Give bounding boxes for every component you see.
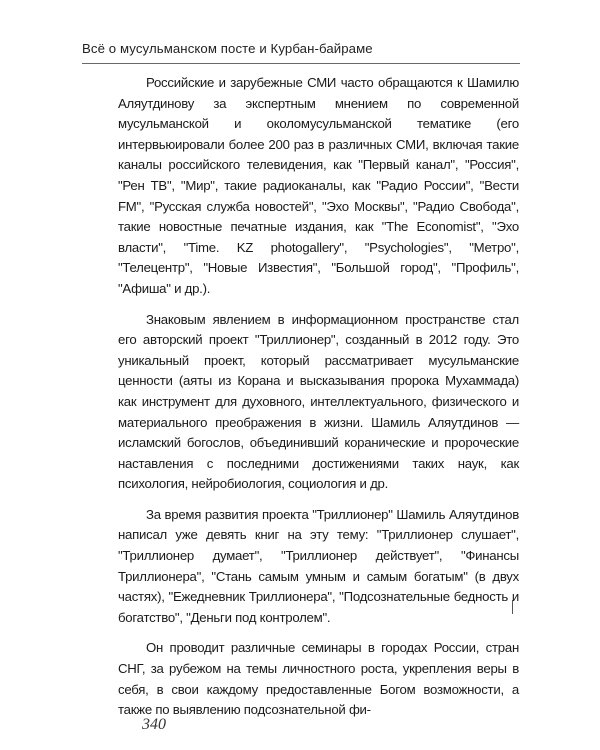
paragraph-media-experience: Российские и зарубежные СМИ часто обращаются к Шамилю Аляутдинову за экспертным мнением по современной мусульманской и околомусульманской тематике (его интервьюировали более 200 раз в различных СМИ, включая такие каналы российского телевидения, как "Первый канал", "Россия", "Рен ТВ", "Мир", такие радиоканалы, как "Радио России", "Вести FM", "Русская служба новостей", "Эхо Москвы", "Радио Свобода", такие новостные печатные издания, как "The Economist", "Эхо власти", "Time. KZ photogallery", "Psychologies", "Метро", "Телецентр", "Новые Известия", "Большой город", "Профиль", "Афиша" и др.). <box>118 75 519 296</box>
body-text <box>118 73 519 721</box>
page-edge-mark <box>512 600 517 614</box>
header-divider <box>82 63 520 64</box>
paragraph-seminars: Он проводит различные семинары в городах России, стран СНГ, за рубежом на темы личностного роста, укрепления веры в себя, в свои каждому предоставленные Богом возможности, а также по выявлению подсознательной фи- <box>118 640 519 718</box>
paragraph-books-list: За время развития проекта "Триллионер" Шамиль Аляутдинов написал уже девять книг на эту тему: "Триллионер слушает", "Триллионер думает", "Триллионер действует", "Финансы Триллионера", "Стань самым умным и самым богатым" (в двух частях), "Ежедневник Триллионера", "Подсознательные бедность и богатство", "Деньги под контролем". <box>118 506 519 625</box>
running-header: Всё о мусульманском посте и Курбан-байраме <box>82 41 373 56</box>
paragraph-trillioner-project: Знаковым явлением в информационном пространстве стал его авторский проект "Триллионер", созданный в 2012 году. Это уникальный проект, который рассматривает мусульманские ценности (аяты из Корана и высказывания пророка Мухаммада) как инструмент для духовного, интеллектуального, физического и материального преображения в жизни. Шамиль Аляутдинов — исламский богослов, объединивший коранические и пророческие наставления с последними достижениями таких наук, как психология, нейробиология, социология и др. <box>118 311 519 492</box>
page-number: 340 <box>142 716 166 733</box>
